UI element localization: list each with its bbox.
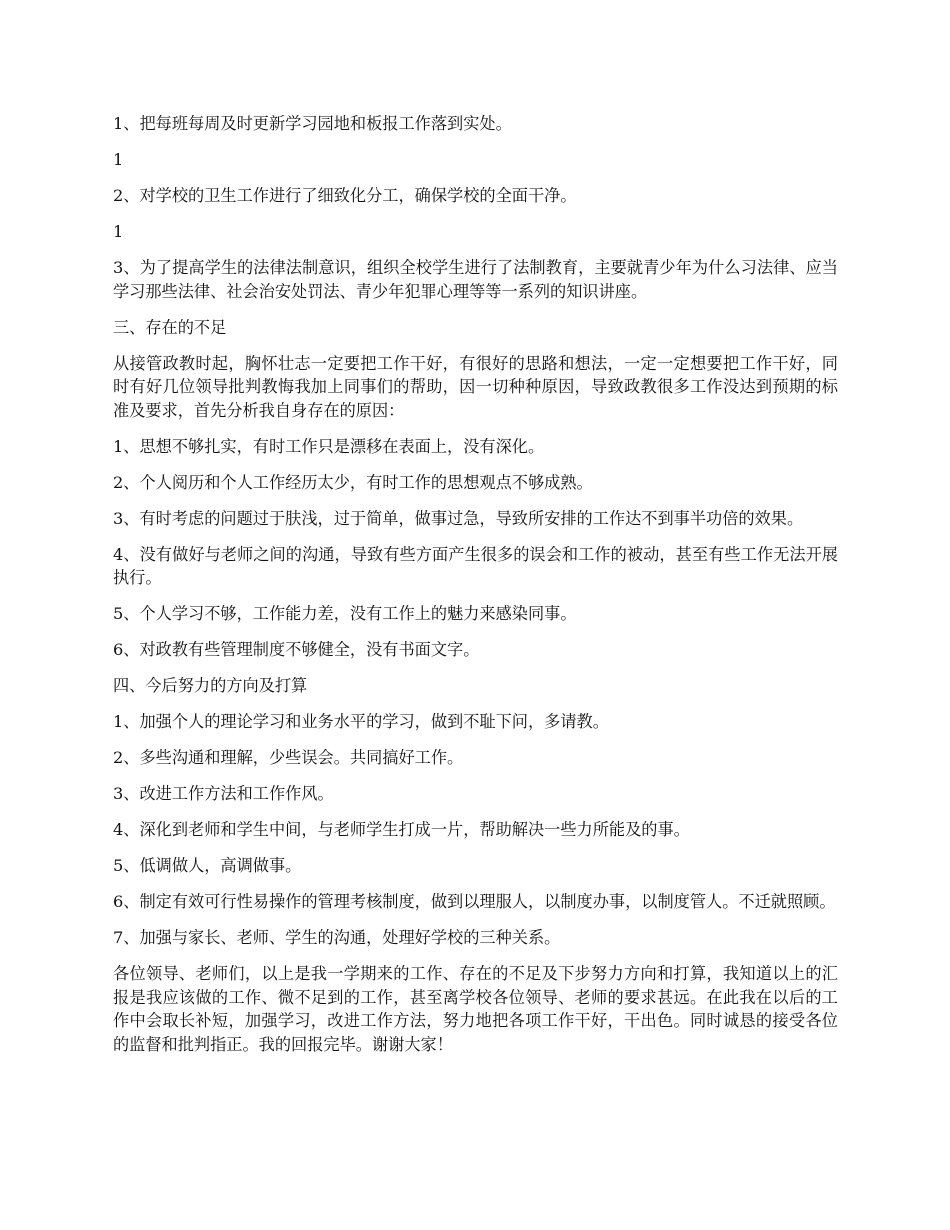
document-body — [113, 112, 838, 1069]
list-item: 2、多些沟通和理解，少些误会。共同搞好工作。 — [113, 748, 464, 767]
list-item: 2、对学校的卫生工作进行了细致化分工，确保学校的全面干净。 — [113, 186, 577, 205]
list-item: 3、改进工作方法和工作作风。 — [113, 784, 334, 803]
closing-paragraph: 各位领导、老师们，以上是我一学期来的工作、存在的不足及下步努力方向和打算，我知道以上的汇报是我应该做的工作、微不足到的工作，甚至离学校各位领导、老师的要求甚远。在此我在以后的工作中会取长补短，加强学习，改进工作方法，努力地把各项工作干好，干出色。同时诚恳的接受各位的监督和批判指正。我的回报完毕。谢谢大家！ — [113, 964, 838, 1054]
list-item: 6、对政教有些管理制度不够健全，没有书面文字。 — [113, 640, 480, 659]
list-item: 7、加强与家长、老师、学生的沟通，处理好学校的三种关系。 — [113, 928, 561, 947]
list-item: 4、没有做好与老师之间的沟通，导致有些方面产生很多的误会和工作的被动，甚至有些工作无法开展执行。 — [113, 544, 838, 587]
page-number-text: 1 — [113, 150, 124, 169]
list-item: 3、有时考虑的问题过于肤浅，过于简单，做事过急，导致所安排的工作达不到事半功倍的效果。 — [113, 508, 804, 528]
list-item: 5、低调做人，高调做事。 — [113, 856, 302, 875]
list-item: 1、加强个人的理论学习和业务水平的学习，做到不耻下问，多请教。 — [113, 712, 609, 731]
list-item: 1、把每班每周及时更新学习园地和板报工作落到实处。 — [113, 114, 512, 133]
section-heading: 四、今后努力的方向及打算 — [113, 676, 308, 695]
section-heading: 三、存在的不足 — [113, 317, 227, 337]
list-item: 4、深化到老师和学生中间，与老师学生打成一片，帮助解决一些力所能及的事。 — [113, 820, 690, 839]
list-item: 2、个人阅历和个人工作经历太少，有时工作的思想观点不够成熟。 — [113, 472, 593, 492]
body-paragraph: 从接管政教时起，胸怀壮志一定要把工作干好，有很好的思路和想法，一定一定想要把工作干好，同时有好几位领导批判教悔我加上同事们的帮助，因一切种种原因，导致政教很多工作没达到预期的标准及要求，首先分析我自身存在的原因： — [113, 353, 838, 420]
list-item: 6、制定有效可行性易操作的管理考核制度，做到以理服人，以制度办事，以制度管人。不迁就照顾。 — [113, 892, 836, 911]
list-item: 5、个人学习不够，工作能力差，没有工作上的魅力来感染同事。 — [113, 604, 577, 623]
page-number-text: 1 — [113, 222, 124, 241]
list-item: 1、思想不够扎实，有时工作只是漂移在表面上，没有深化。 — [113, 436, 545, 456]
list-item: 3、为了提高学生的法律法制意识，组织全校学生进行了法制教育，主要就青少年为什么习法律、应当学习那些法律、社会治安处罚法、青少年犯罪心理等等一系列的知识讲座。 — [113, 258, 838, 301]
